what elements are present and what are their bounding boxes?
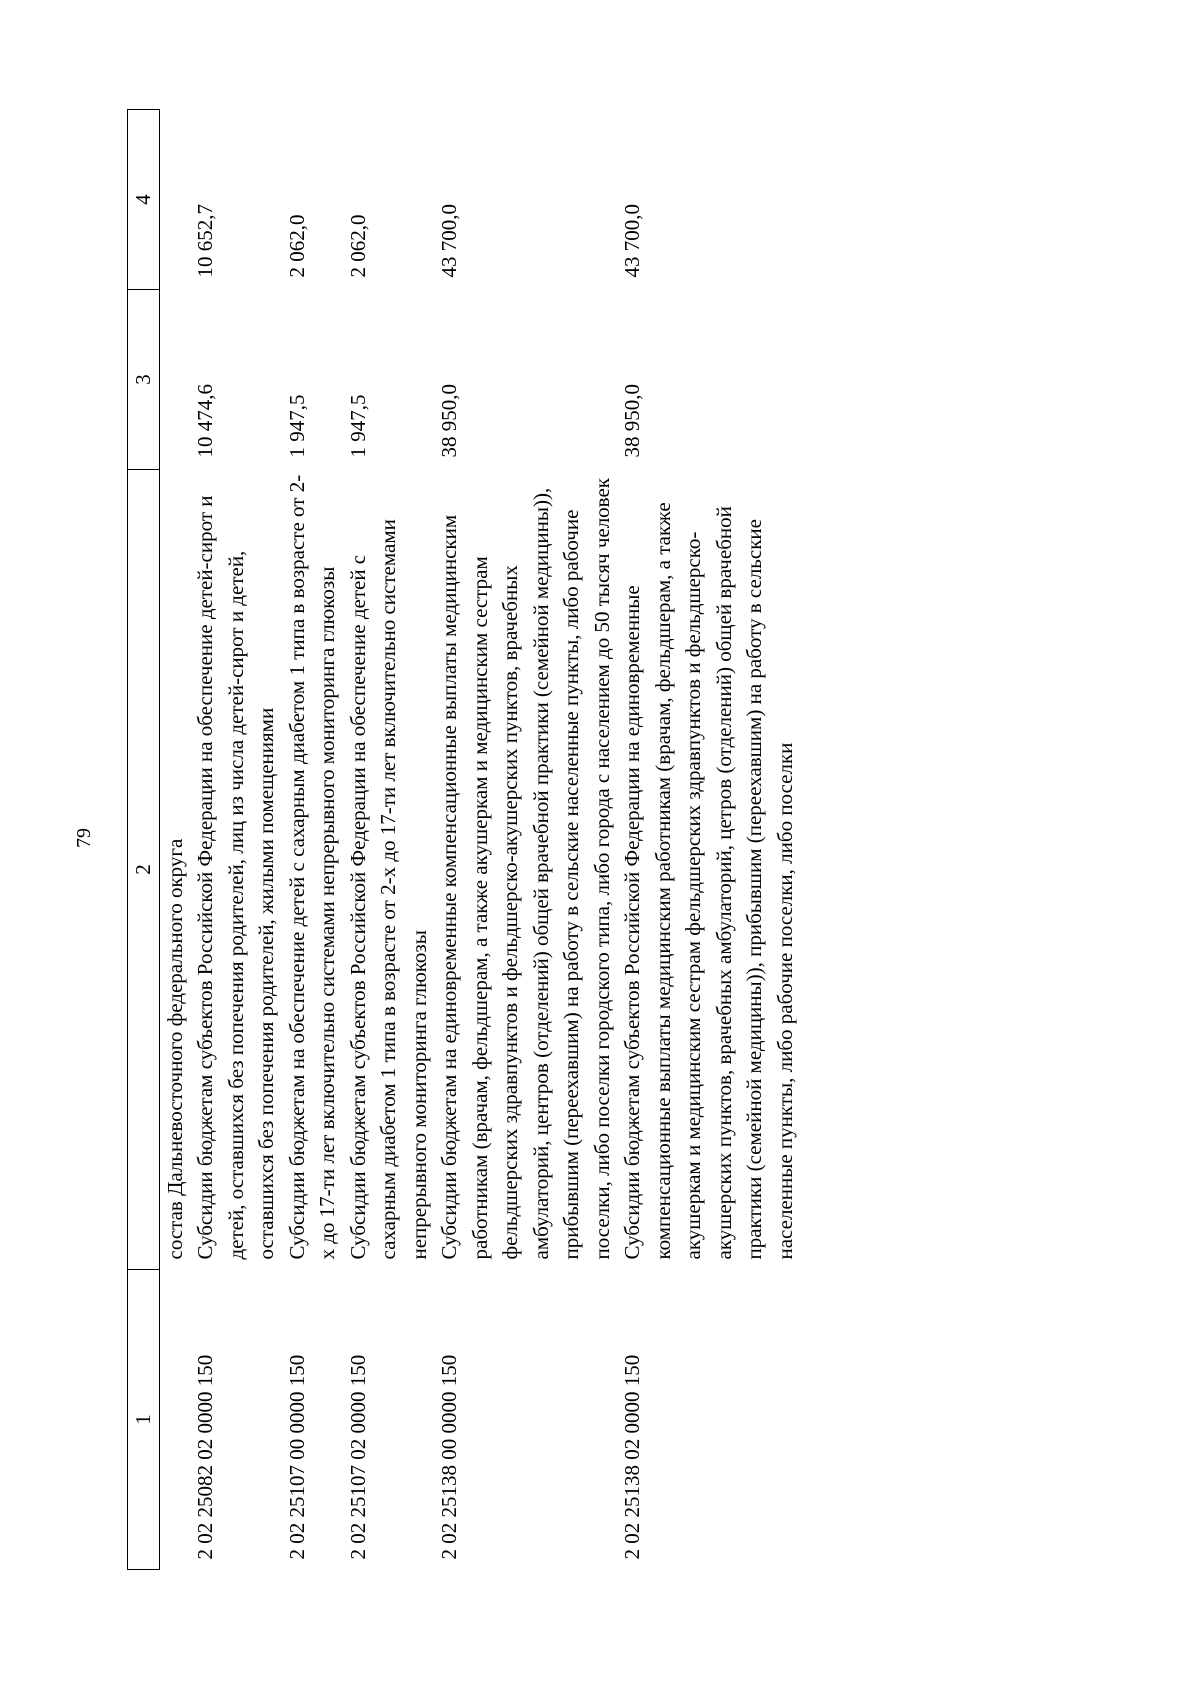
budget-code: 2 02 25138 00 0000 150 [437,1354,461,1560]
row-description: Субсидии бюджетам на единовременные компенсационные выплаты медицинским работникам (врачам, фельдшерам, а также акушеркам и медицинским сестрам фельдшерских здравпунктов и фельдшерско-акушерских пунктов, врачебных амбулаторий, центров (отделений) общей врачебной практики (семейной медицины)), прибывшим (переехавшим) на работу в сельские населенные пункты, либо рабочие поселки, либо поселки городского типа, либо города с населением до 50 тысяч человек [437,477,614,1260]
budget-code: 2 02 25138 02 0000 150 [620,1354,644,1560]
amount-col3: 38 950,0 [620,384,644,458]
budget-table-sheet [127,110,1077,1570]
table-row-continuation [159,110,190,1570]
row-description: Субсидии бюджетам субъектов Российской Федерации на единовременные компенсационные выплаты медицинским работникам (врачам, фельдшерам, а также акушеркам и медицинским сестрам фельдшерских здравпунктов и фельдшерско-акушерских пунктов, врачебных амбулаторий, цетров (отделений) общей врачебной практики (семейной медицины)), прибывшим (переехавшим) на работу в сельские населенные пункты, либо рабочие поселки, либо поселки [620,502,797,1260]
table-header-row [128,110,160,1570]
table-row [617,110,800,1570]
amount-col4: 2 062,0 [345,214,370,278]
row-description: Субсидии бюджетам на обеспечение детей с сахарным диабетом 1 типа в возрасте от 2-х до 17-ти лет включительно системами непрерывного мониторинга глюкозы [284,474,339,1260]
amount-col3: 10 474,6 [193,384,217,458]
budget-code: 2 02 25082 02 0000 150 [193,1354,217,1560]
budget-code: 2 02 25107 00 0000 150 [284,1354,309,1560]
amount-col3: 38 950,0 [437,384,461,458]
column-header-4: 4 [128,110,160,290]
table-row [434,110,617,1570]
amount-col4: 2 062,0 [284,214,309,278]
row-description: Субсидии бюджетам субъектов Российской Федерации на обеспечение детей-сирот и детей, оставшихся без попечения родителей, лиц из числа детей-сирот и детей, оставшихся без попечения родителей, жилыми помещениями [193,495,278,1260]
column-header-2: 2 [128,470,160,1270]
budget-table [127,109,800,1570]
amount-col4: 43 700,0 [437,204,461,278]
column-header-3: 3 [128,290,160,470]
table-row [190,110,282,1570]
continuation-code-cell [159,1270,190,1570]
budget-code: 2 02 25107 02 0000 150 [345,1354,370,1560]
table-row [282,110,343,1570]
amount-col3: 1 947,5 [284,394,309,458]
amount-col4: 43 700,0 [620,204,644,278]
amount-col3: 1 947,5 [345,394,370,458]
amount-col4: 10 652,7 [193,204,217,278]
table-row [343,110,435,1570]
continuation-text: состав Дальневосточного федерального округа [162,838,187,1260]
page-number: 79 [73,828,95,848]
column-header-1: 1 [128,1270,160,1570]
row-description: Субсидии бюджетам субъектов Российской Федерации на обеспечение детей с сахарным диабетом 1 типа в возрасте от 2-х до 17-ти лет включительно системами непрерывного мониторинга глюкозы [345,519,431,1260]
